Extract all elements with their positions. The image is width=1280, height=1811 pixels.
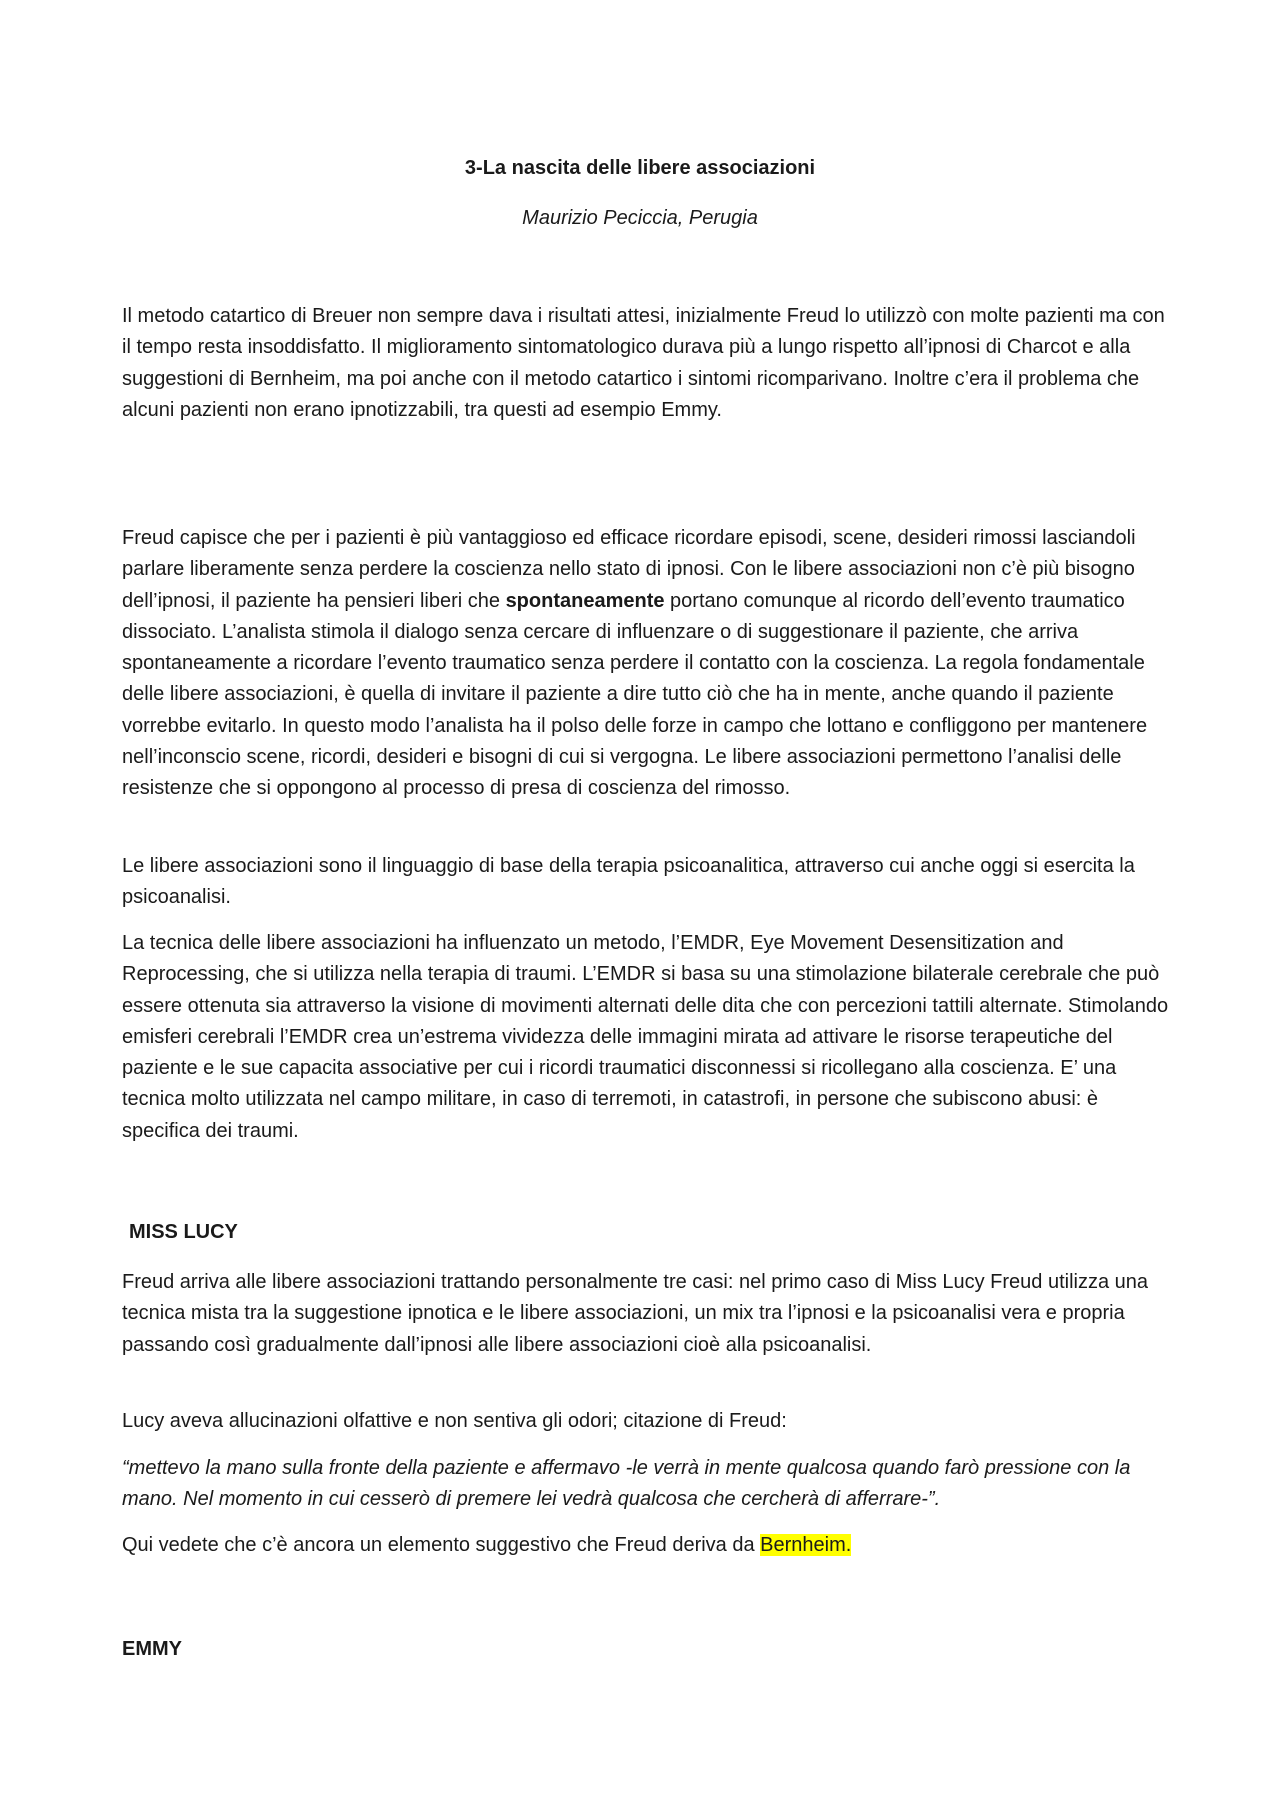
paragraph-bernheim: [122, 1530, 1172, 1561]
paragraph-lucy-caso: Freud arriva alle libere associazioni trattando personalmente tre casi: nel primo caso di Miss Lucy Freud utilizza una tecnica mista tra la suggestione ipnotica e le libere associazioni, un mix tra l’ipnosi e la psicoanalisi vera e propria passando così gradualmente dall’ipnosi alle libere associazioni cioè alla psicoanalisi.: [122, 1271, 1149, 1356]
document-author: Maurizio Peciccia, Perugia: [522, 207, 758, 229]
quote-freud: “mettevo la mano sulla fronte della paziente e affermavo -le verrà in mente qualcosa quando farò pressione con la mano. Nel momento in cui cesserò di premere lei vedrà qualcosa che cercherà di afferrare-”.: [122, 1457, 1131, 1511]
paragraph-emdr: La tecnica delle libere associazioni ha influenzato un metodo, l’EMDR, Eye Movement Desensitization and Reprocessing, che si utilizza nella terapia di traumi. L’EMDR si basa su una stimolazione bilaterale cerebrale che può essere ottenuta sia attraverso la visione di movimenti alternati delle dita che con percezioni tattili alternate. Stimolando emisferi cerebrali l’EMDR crea un’estrema vividezza delle immagini mirata ad attivare le risorse terapeutiche del paziente e le sue capacita associative per cui i ricordi traumatici disconnessi si ricollegano alla coscienza. E’ una tecnica molto utilizzata nel campo militare, in caso di terremoti, in catastrofi, in persone che subiscono abusi: è specifica dei traumi.: [122, 932, 1169, 1142]
highlighted-text: Bernheim.: [760, 1534, 852, 1556]
paragraph-metodo-catartico: Il metodo catartico di Breuer non sempre dava i risultati attesi, inizialmente Freud lo utilizzò con molte pazienti ma con il tempo resta insoddisfatto. Il miglioramento sintomatologico durava più a lungo rispetto all’ipnosi di Charcot e alla suggestioni di Bernheim, ma poi anche con il metodo catartico i sintomi ricomparivano. Inoltre c’era il problema che alcuni pazienti non erano ipnotizzabili, tra questi ad esempio Emmy.: [122, 305, 1165, 421]
paragraph-text: Freud capisce che per i pazienti è più vantaggioso ed efficace ricordare episodi, scene, desideri rimossi lasciandoli parlare liberamente senza perdere la coscienza nello stato di ipnosi. Con le libere associazioni non c’è più bisogno dell’ipnosi, il paziente ha pensieri liberi che: [122, 527, 1136, 612]
heading-emmy: EMMY: [122, 1638, 182, 1660]
heading-miss-lucy: MISS LUCY: [129, 1221, 238, 1243]
paragraph-lucy-allucinazioni: Lucy aveva allucinazioni olfattive e non sentiva gli odori; citazione di Freud:: [122, 1410, 787, 1432]
paragraph-linguaggio-base: Le libere associazioni sono il linguaggio di base della terapia psicoanalitica, attraverso cui anche oggi si esercita la psicoanalisi.: [122, 855, 1135, 909]
document-title: 3-La nascita delle libere associazioni: [464, 157, 816, 179]
bold-term: spontaneamente: [505, 589, 665, 612]
paragraph-libere-associazioni: [122, 523, 1172, 805]
paragraph-text: portano comunque al ricordo dell’evento traumatico dissociato. L’analista stimola il dialogo senza cercare di influenzare o di suggestionare il paziente, che arriva spontaneamente a ricordare l’evento traumatico senza perdere il contatto con la coscienza. La regola fondamentale delle libere associazioni, è quella di invitare il paziente a dire tutto ciò che ha in mente, anche quando il paziente vorrebbe evitarlo. In questo modo l’analista ha il polso delle forze in campo che lottano e confliggono per mantenere nell’inconscio scene, ricordi, desideri e bisogni di cui si vergogna. Le libere associazioni permettono l’analisi delle resistenze che si oppongono al processo di presa di coscienza del rimosso.: [122, 589, 1148, 800]
paragraph-text: Qui vedete che c’è ancora un elemento suggestivo che Freud deriva da: [122, 1534, 761, 1556]
